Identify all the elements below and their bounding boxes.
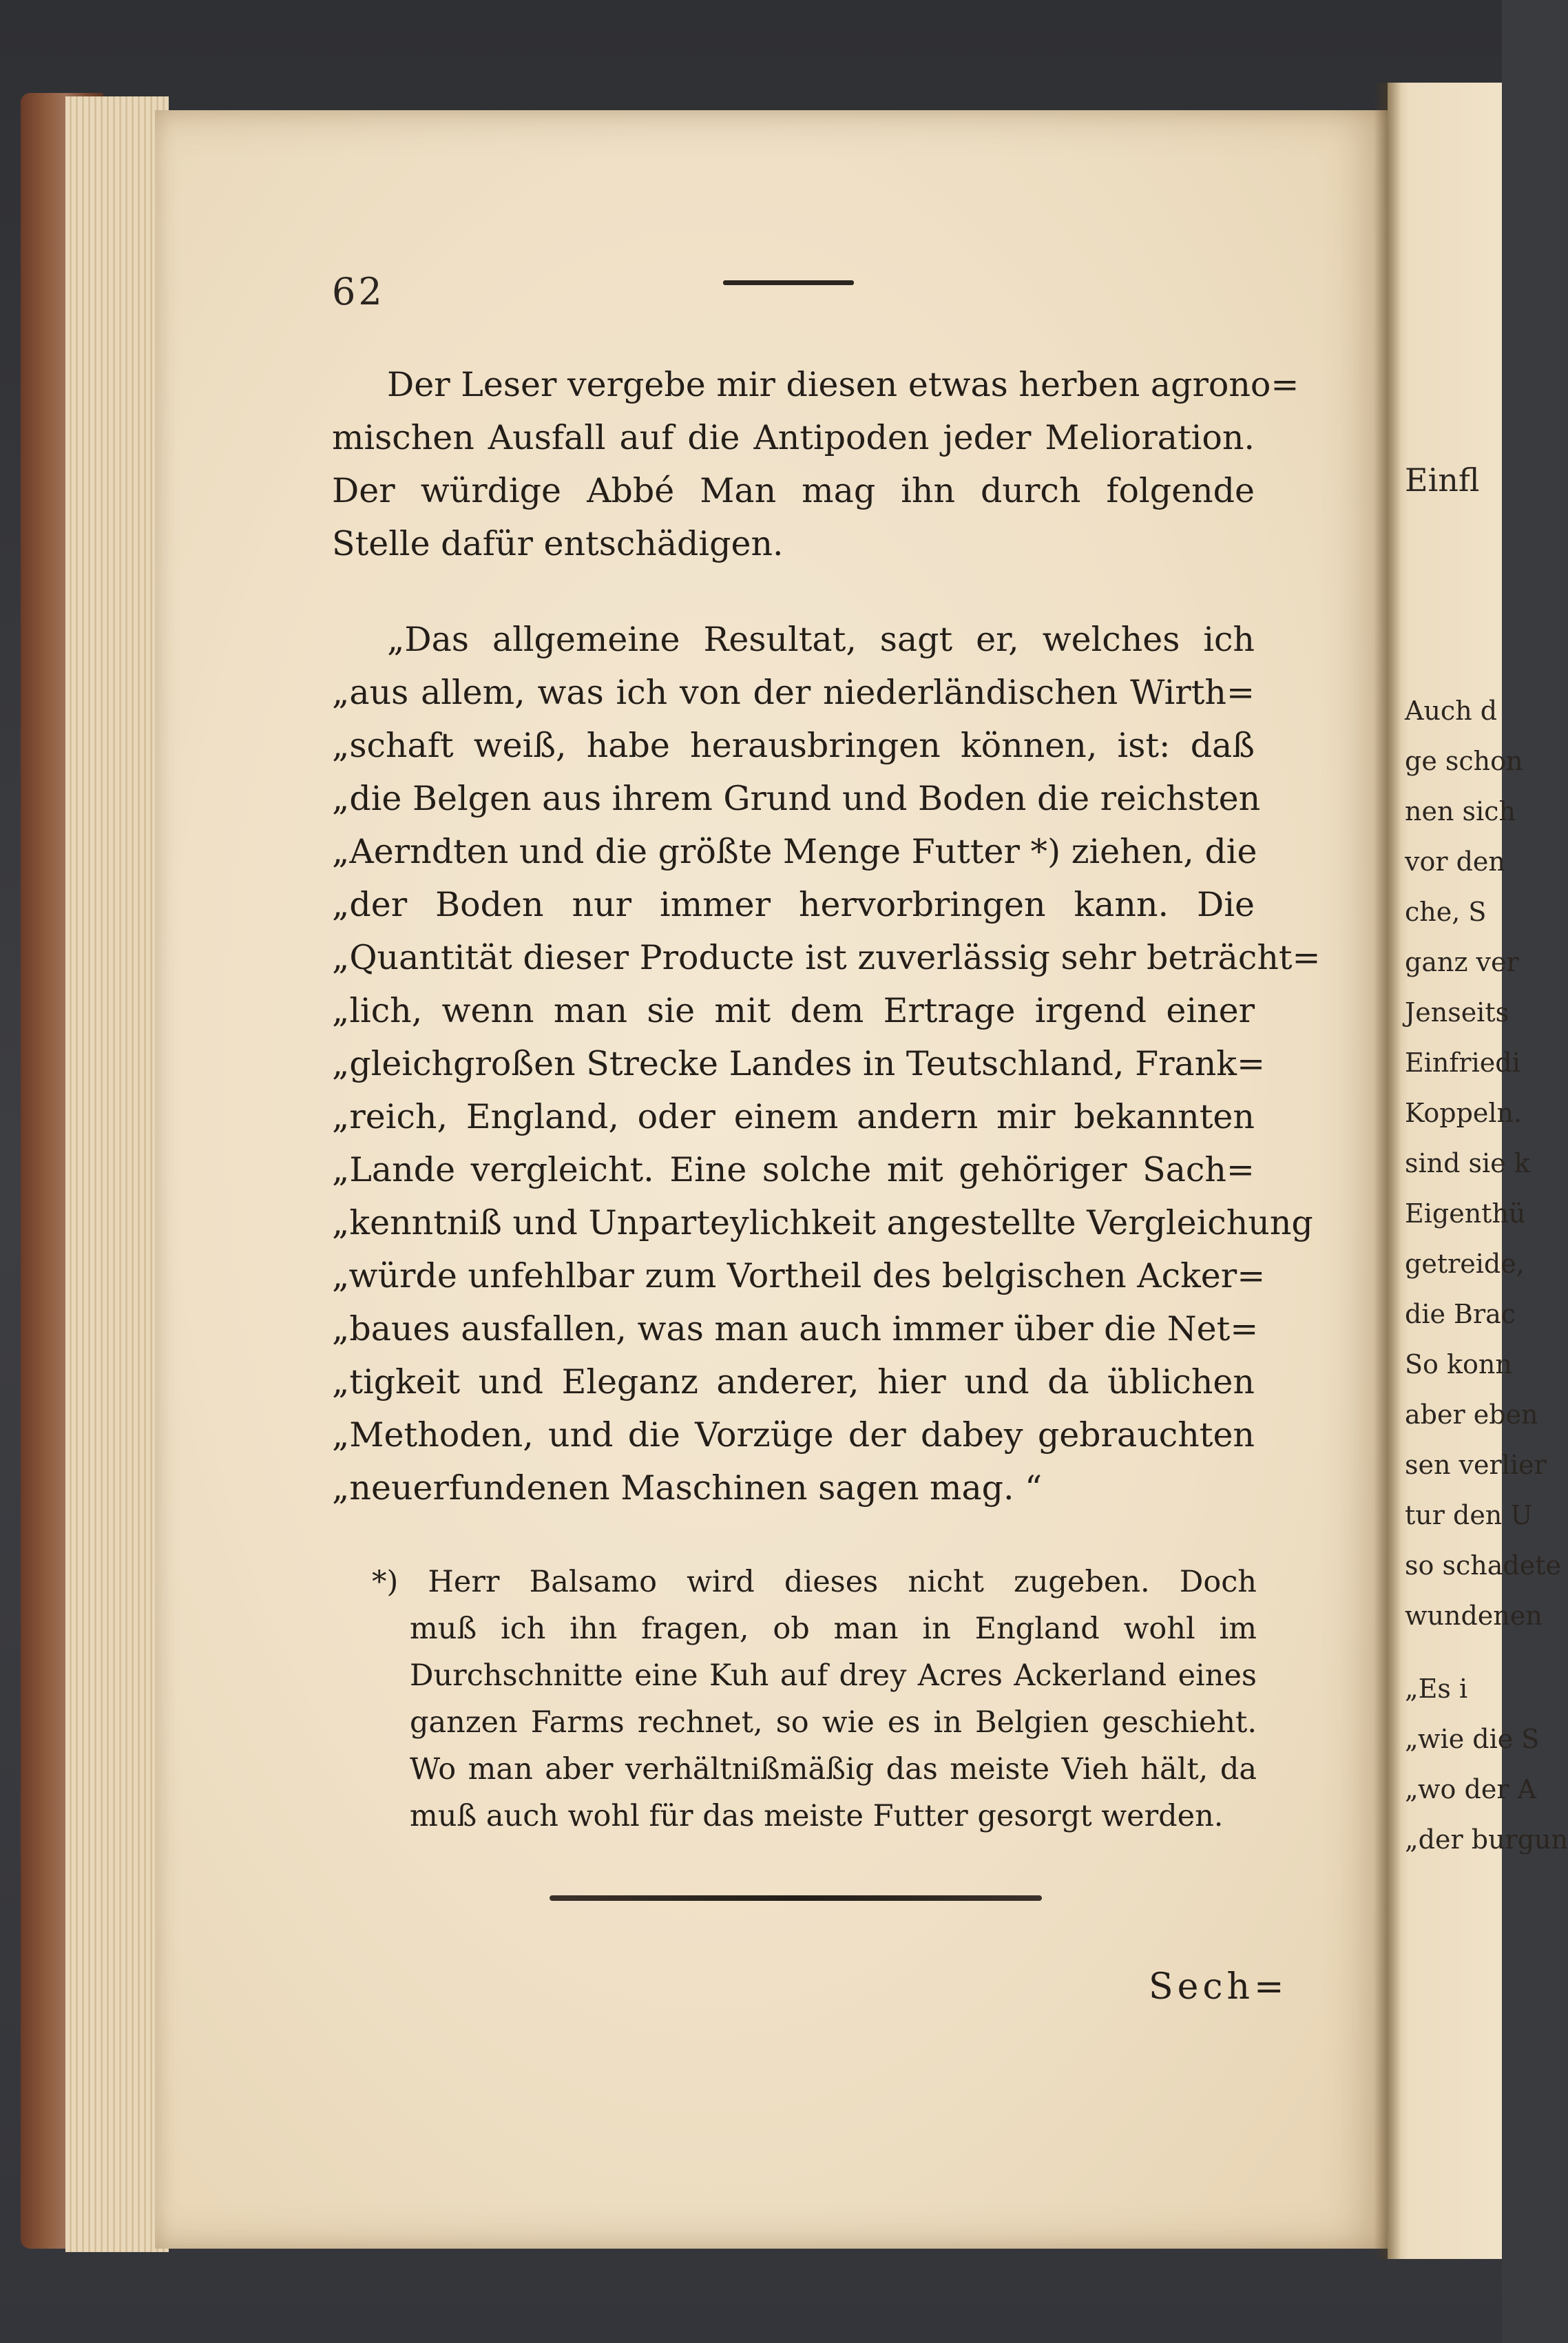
quotation bbox=[332, 613, 1321, 1514]
facing-line: Jenseits bbox=[1405, 997, 1509, 1028]
facing-line: aber eben bbox=[1405, 1399, 1538, 1430]
text-line: Stelle dafür entschädigen. bbox=[332, 524, 784, 563]
quote-line: „Lande vergleicht. Eine solche mit gehöriger Sach= bbox=[332, 1150, 1255, 1189]
quote-line: „der Boden nur immer hervorbringen kann. Die bbox=[332, 885, 1255, 924]
facing-heading: Einfl bbox=[1405, 461, 1480, 499]
quote-line: „tigkeit und Eleganz anderer, hier und da üblichen bbox=[332, 1362, 1255, 1402]
facing-line: vor den bbox=[1405, 846, 1505, 877]
catchword: Sech= bbox=[1149, 1966, 1288, 2008]
facing-line: getreide, bbox=[1405, 1249, 1525, 1279]
facing-line: „wo der A bbox=[1405, 1774, 1537, 1804]
facing-line: Eigenthü bbox=[1405, 1198, 1526, 1229]
facing-line: „Es i bbox=[1405, 1674, 1468, 1704]
facing-line: so schadete bbox=[1405, 1550, 1561, 1581]
quote-line: „aus allem, was ich von der niederländischen Wirth= bbox=[332, 673, 1255, 712]
facing-line: ganz ver bbox=[1405, 947, 1519, 977]
facing-line: nen sich bbox=[1405, 796, 1516, 826]
facing-line: „wie die S bbox=[1405, 1724, 1540, 1754]
page-number: 62 bbox=[332, 270, 385, 313]
quote-line: „Methoden, und die Vorzüge der dabey gebrauchten bbox=[332, 1415, 1255, 1455]
text-line: Der würdige Abbé Man mag ihn durch folgende bbox=[332, 471, 1255, 510]
quote-line: „gleichgroßen Strecke Landes in Teutschland, Frank= bbox=[332, 1044, 1266, 1083]
header-rule bbox=[723, 280, 854, 285]
section-end-rule bbox=[550, 1895, 1042, 1901]
footnote-line: ganzen Farms rechnet, so wie es in Belgien geschieht. bbox=[410, 1705, 1257, 1740]
quote-line: „Quantität dieser Producte ist zuverlässig sehr beträcht= bbox=[332, 938, 1321, 977]
quote-line: „Das allgemeine Resultat, sagt er, welches ich bbox=[387, 620, 1255, 659]
quote-line: „schaft weiß, habe herausbringen können, ist: daß bbox=[332, 726, 1255, 765]
facing-line: sen verlier bbox=[1405, 1450, 1547, 1480]
paragraph-1 bbox=[332, 358, 1299, 570]
facing-line: „der burgun bbox=[1405, 1824, 1568, 1855]
footnote-line: muß auch wohl für das meiste Futter gesorgt werden. bbox=[410, 1799, 1224, 1833]
quote-line: „neuerfundenen Maschinen sagen mag. “ bbox=[332, 1468, 1043, 1508]
footnote-line: muß ich ihn fragen, ob man in England wohl im bbox=[410, 1612, 1257, 1646]
text-line: Der Leser vergebe mir diesen etwas herben agrono= bbox=[387, 365, 1299, 404]
quote-line: „Aerndten und die größte Menge Futter *) ziehen, die bbox=[332, 832, 1257, 871]
facing-line: die Brac bbox=[1405, 1299, 1516, 1329]
page-block-edges bbox=[65, 96, 169, 2252]
facing-line: tur den U bbox=[1405, 1500, 1533, 1530]
facing-line: ge schon bbox=[1405, 746, 1523, 776]
quote-line: „baues ausfallen, was man auch immer über die Net= bbox=[332, 1309, 1259, 1348]
facing-line: wundenen bbox=[1405, 1601, 1543, 1631]
facing-line: Koppeln. bbox=[1405, 1098, 1523, 1128]
facing-line: Auch d bbox=[1405, 696, 1498, 726]
quote-line: „kenntniß und Unparteylichkeit angestellte Vergleichung bbox=[332, 1203, 1313, 1242]
facing-line: So konn bbox=[1405, 1349, 1512, 1379]
quote-line: „lich, wenn man sie mit dem Ertrage irgend einer bbox=[332, 991, 1255, 1030]
facing-line: che, S bbox=[1405, 897, 1487, 927]
quote-line: „reich, England, oder einem andern mir bekannten bbox=[332, 1097, 1255, 1136]
text-line: mischen Ausfall auf die Antipoden jeder Melioration. bbox=[332, 418, 1255, 457]
facing-line: Einfriedi bbox=[1405, 1048, 1520, 1078]
quote-line: „würde unfehlbar zum Vortheil des belgischen Acker= bbox=[332, 1256, 1266, 1295]
book-gutter bbox=[1374, 83, 1401, 2259]
footnote-line: Durchschnitte eine Kuh auf drey Acres Ackerland eines bbox=[410, 1658, 1257, 1693]
footnote-line: Wo man aber verhältnißmäßig das meiste Vieh hält, da bbox=[410, 1752, 1257, 1787]
quote-line: „die Belgen aus ihrem Grund und Boden die reichsten bbox=[332, 779, 1261, 818]
facing-line: sind sie k bbox=[1405, 1148, 1530, 1178]
footnote bbox=[372, 1559, 1257, 1840]
footnote-line: *) Herr Balsamo wird dieses nicht zugeben. Doch bbox=[372, 1565, 1257, 1599]
